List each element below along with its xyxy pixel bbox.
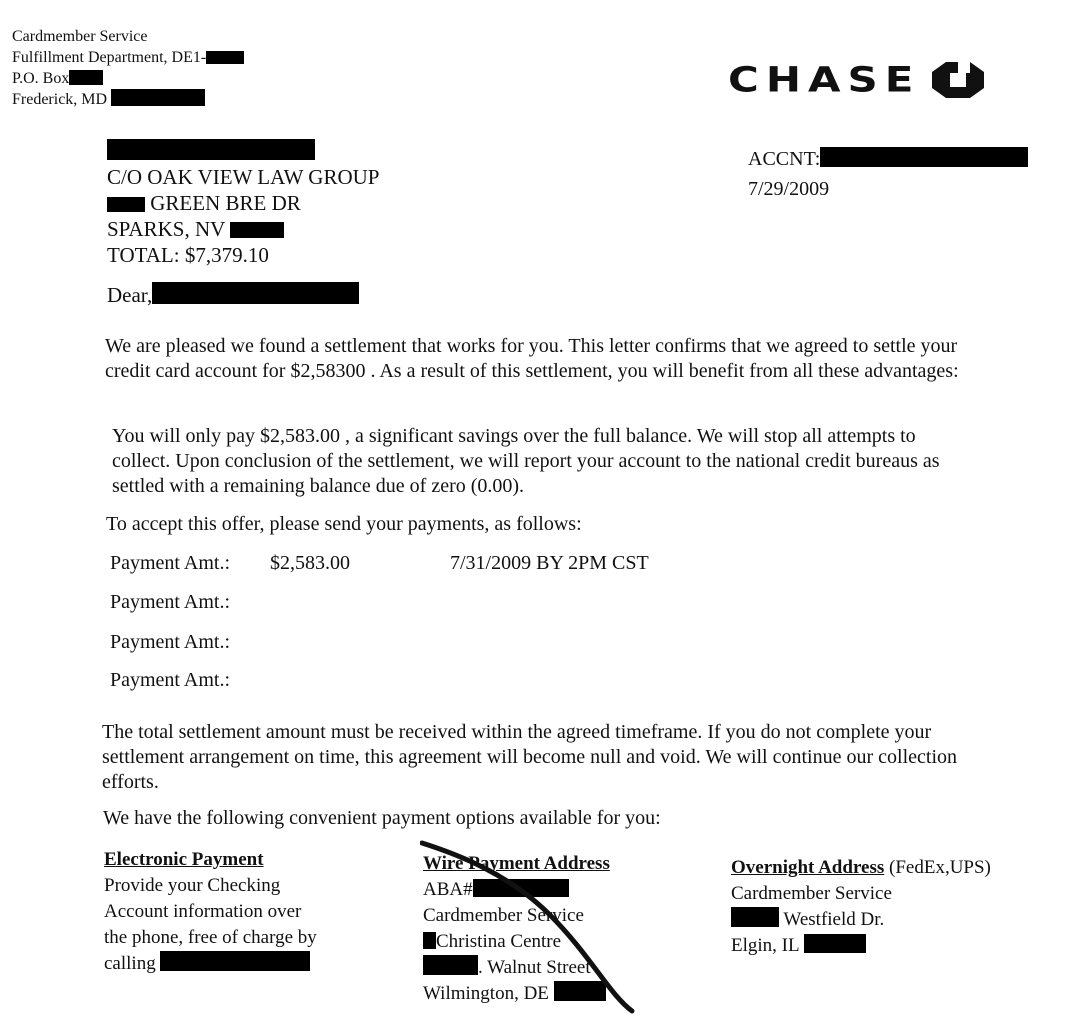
letter-date: 7/29/2009 bbox=[748, 178, 830, 200]
redaction-bar bbox=[107, 197, 145, 212]
recipient-line: GREEN BRE DR bbox=[107, 190, 380, 216]
recipient-line: C/O OAK VIEW LAW GROUP bbox=[107, 165, 380, 189]
payment-label: Payment Amt.: bbox=[110, 591, 230, 613]
option-line: Provide your Checking bbox=[104, 875, 281, 896]
option-header: Overnight Address bbox=[731, 857, 885, 878]
account-info bbox=[748, 144, 1028, 204]
payment-label: Payment Amt.: bbox=[110, 552, 230, 574]
redaction-bar bbox=[230, 222, 284, 238]
sender-line: Frederick, MD bbox=[12, 89, 244, 110]
option-line: Westfield Dr. bbox=[731, 907, 991, 933]
option-line: Cardmember Service bbox=[423, 905, 584, 926]
total-amount: TOTAL: $7,379.10 bbox=[107, 243, 269, 267]
option-header-suffix: (FedEx,UPS) bbox=[884, 857, 991, 878]
electronic-payment-option bbox=[104, 847, 317, 977]
account-number: ACCNT: bbox=[748, 144, 1028, 174]
salutation: Dear, bbox=[107, 282, 359, 308]
redaction-bar bbox=[804, 934, 866, 953]
handwritten-strike-line bbox=[420, 835, 640, 1015]
option-header: Electronic Payment bbox=[104, 849, 264, 870]
option-line: Wilmington, DE bbox=[423, 981, 610, 1007]
intro-paragraph: We are pleased we found a settlement that works for you. This letter confirms that we agreed to settle your credit card account for $2,58300 . As a result of this settlement, you will benefit from all these advantages: bbox=[105, 335, 959, 382]
payment-row bbox=[110, 631, 230, 654]
option-line: Cardmember Service bbox=[731, 883, 892, 904]
sender-line: Fulfillment Department, DE1- bbox=[12, 47, 244, 68]
instructions-paragraph: To accept this offer, please send your payments, as follows: bbox=[106, 513, 582, 535]
sender-line: P.O. Box bbox=[12, 68, 244, 89]
benefits-paragraph: You will only pay $2,583.00 , a significant savings over the full balance. We will stop all attempts to collect. Upon conclusion of the settlement, we will report your account to the national credit bureaus as settled with a remaining balance due of zero (0.00). bbox=[112, 425, 940, 497]
recipient-name bbox=[107, 138, 380, 164]
redaction-bar bbox=[820, 147, 1028, 167]
logo-wordmark: CHASE bbox=[728, 59, 921, 100]
option-line: the phone, free of charge by bbox=[104, 927, 317, 948]
option-line: ABA# bbox=[423, 877, 610, 903]
redaction-bar bbox=[206, 51, 244, 64]
option-line: calling bbox=[104, 951, 317, 977]
option-header: Wire Payment Address bbox=[423, 853, 610, 874]
redaction-bar bbox=[69, 70, 103, 85]
payment-amount: $2,583.00 bbox=[270, 552, 350, 574]
redaction-bar bbox=[731, 907, 779, 927]
option-line: Account information over bbox=[104, 901, 302, 922]
option-header-row bbox=[731, 855, 991, 881]
terms-paragraph: The total settlement amount must be received within the agreed timeframe. If you do not complete your settlement arrangement on time, this agreement will become null and void. We will continue our collection efforts. bbox=[102, 721, 957, 793]
payment-label: Payment Amt.: bbox=[110, 631, 230, 653]
redaction-bar bbox=[160, 951, 310, 971]
sender-line: Cardmember Service bbox=[12, 28, 148, 45]
redaction-bar bbox=[152, 282, 359, 304]
option-line: Elgin, IL bbox=[731, 933, 991, 959]
payment-row bbox=[110, 591, 230, 614]
sender-address bbox=[12, 26, 244, 110]
overnight-address-option bbox=[731, 855, 991, 959]
options-intro: We have the following convenient payment options available for you: bbox=[103, 807, 661, 829]
chase-octagon-logo-icon bbox=[930, 60, 986, 100]
payment-row bbox=[110, 669, 230, 692]
payment-label: Payment Amt.: bbox=[110, 669, 230, 691]
payment-row bbox=[110, 552, 810, 578]
recipient-line: SPARKS, NV bbox=[107, 216, 380, 242]
redaction-bar bbox=[111, 89, 205, 106]
option-line: . Walnut Street bbox=[423, 955, 610, 981]
payment-due-date: 7/31/2009 BY 2PM CST bbox=[450, 552, 649, 574]
redaction-bar bbox=[107, 139, 315, 160]
option-line: Christina Centre bbox=[423, 929, 610, 955]
chase-logo bbox=[728, 58, 986, 102]
recipient-address bbox=[107, 138, 380, 268]
